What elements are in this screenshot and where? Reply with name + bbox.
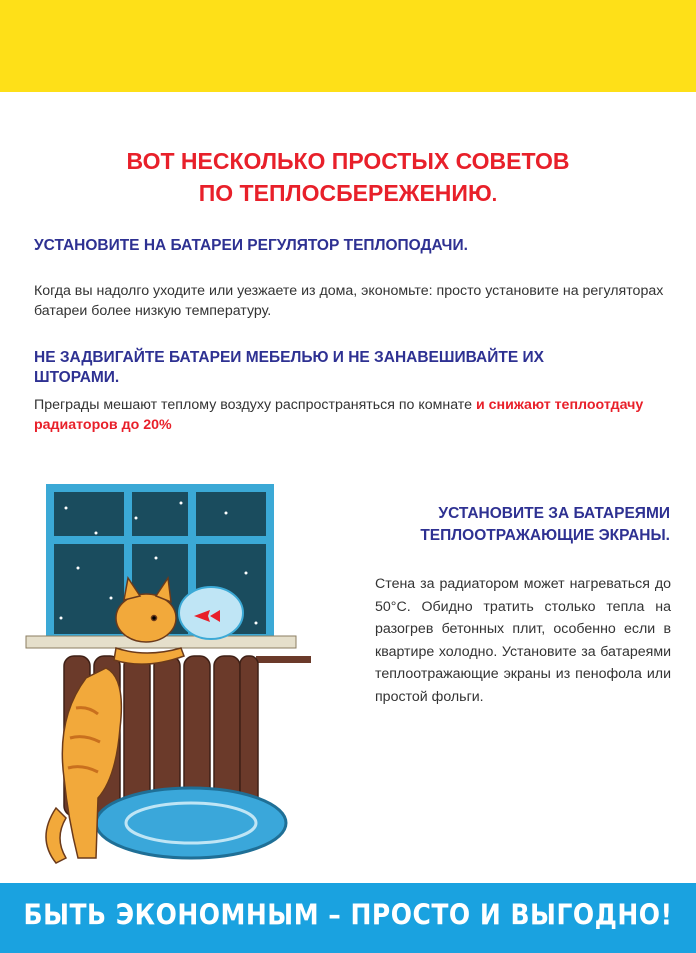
footer-slogan: БЫТЬ ЭКОНОМНЫМ – ПРОСТО И ВЫГОДНО! [23, 897, 673, 932]
tip3-heading-line-1: УСТАНОВИТЕ ЗА БАТАРЕЯМИ [438, 505, 670, 522]
title-dot: . [491, 184, 498, 206]
tip3-heading-line-2: ТЕПЛООТРАЖАЮЩИЕ ЭКРАНЫ. [420, 527, 670, 544]
tip1-text: Когда вы надолго уходите или уезжаете из дома, экономьте: просто установите на регуляторах батареи более низкую температуру. [34, 283, 664, 319]
title-line-2 [0, 177, 696, 211]
page-title [0, 145, 696, 211]
top-yellow-band [0, 0, 696, 92]
title-line-1: ВОТ НЕСКОЛЬКО ПРОСТЫХ СОВЕТОВ [126, 148, 570, 174]
tip2-text [34, 395, 664, 435]
tip3-heading [370, 503, 670, 547]
tip1-heading: УСТАНОВИТЕ НА БАТАРЕИ РЕГУЛЯТОР ТЕПЛОПОДАЧИ. [34, 237, 468, 254]
tip3-text: Стена за радиатором может нагреваться до 50°С. Обидно тратить столько тепла на разогрев бетонных плит, особенно если в квартире холодно. Установите за батареями теплоотражающие экраны из пенофола или простой фольги. [375, 576, 671, 705]
tip2-text-highlight: и снижают теплоотдачу радиаторов до 20% [34, 397, 644, 433]
title-line-2-text: ПО ТЕПЛОСБЕРЕЖЕНИЮ [198, 180, 492, 206]
fishbowl [179, 587, 243, 639]
tip2-text-plain: Преграды мешают теплому воздуху распространяться по комнате [34, 397, 473, 413]
tip2-heading: НЕ ЗАДВИГАЙТЕ БАТАРЕИ МЕБЕЛЬЮ И НЕ ЗАНАВЕШИВАЙТЕ ИХ ШТОРАМИ. [34, 349, 544, 386]
cat-radiator-illustration [16, 478, 341, 878]
